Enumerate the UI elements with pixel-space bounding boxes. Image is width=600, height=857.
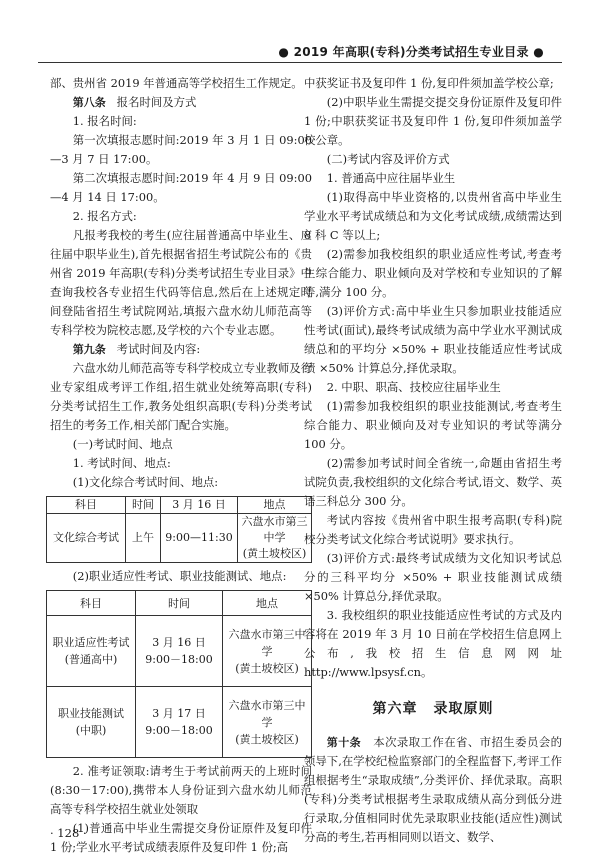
paragraph: (2)需参加考试时间全省统一,命题由省招生考试院负责,我校组织的文化综合考试,语文、数学、英语三科总分 300 分。 [304,456,562,508]
table-cell [238,514,312,563]
paragraph: 中获奖证书及复印件 1 份,复印件须加盖学校公章; [304,76,554,90]
place-line: (黄土坡校区) [235,661,299,675]
table-cell [223,687,312,758]
table-header-cell: 时间 [126,497,161,514]
paragraph: 1. 报名时间: [72,114,137,128]
vocational-exam-table [46,590,312,758]
article-label: 第十条 [326,736,362,749]
paragraph: 考试内容按《贵州省中职生报考高职(专科)院校分类考试文化综合考试说明》要求执行。 [304,513,562,546]
table-row [47,514,312,563]
date-line: 3 月 17 日 [152,707,206,720]
article-title: 考试时间及内容: [116,342,201,356]
paragraph: (2)职业适应性考试、职业技能测试、地点: [72,569,287,583]
paragraph: 1. 普通高中应往届毕业生 [326,171,456,185]
article-10-paragraph [304,733,562,847]
paragraph: 2. 准考证领取:请考生于考试前两天的上班时间(8:30－17:00),携带本人身份证到六盘水幼儿师范高等专科学校招生就业处领取 [50,764,312,816]
table-cell [47,616,136,687]
subject-line: 职业技能测试 [58,707,124,720]
table-header-cell: 时间 [136,591,223,616]
paragraph: (1)需参加我校组织的职业技能测试,考查考生综合能力、职业倾向及对专业知识的考试等满分 100 分。 [304,399,562,451]
table-header-row [47,497,312,514]
chapter-name: 录取原则 [433,701,494,717]
table-header-row [47,591,312,616]
place-line: 六盘水市第三中学 [228,698,306,729]
page-header [0,0,600,62]
table-cell [136,616,223,687]
paragraph: 部、贵州省 2019 年普通高等学校招生工作规定。 [50,76,303,90]
paragraph: (1)文化综合考试时间、地点: [72,475,219,489]
table-header-cell: 3 月 16 日 [161,497,238,514]
paragraph: (1)普通高中毕业生需提交身份证原件及复印件 1 份;学业水平考试成绩表原件及复印件 1 份;高 [50,821,312,854]
paragraph: (2)需参加我校组织的职业适应性考试,考查考生综合能力、职业倾向及对学校和专业知识的了解等,满分 100 分。 [304,247,562,299]
table-header-cell: 地点 [238,497,312,514]
table-cell: 文化综合考试 [47,514,126,563]
paragraph: (3)评价方式:高中毕业生只参加职业技能适应性考试(面试),最终考试成绩为高中学业水平测试成绩总和的平均分 ×50% + 职业技能适应性考试成绩 ×50% 计算总分,择优录取。 [304,304,562,375]
table-row [47,616,312,687]
header-rule [38,62,562,63]
paragraph: (一)考试时间、地点 [72,437,173,451]
article-label: 第八条 [72,96,106,109]
place-line: 六盘水市第三中学 [241,515,308,544]
table-cell [136,687,223,758]
article-9-heading [50,340,312,359]
page-number: · 128 · [50,826,87,840]
left-column [50,74,312,857]
paragraph: (二)考试内容及评价方式 [326,152,450,166]
culture-exam-table [46,496,312,563]
table-header-cell: 科目 [47,497,126,514]
article-8-heading [50,93,312,112]
paragraph: 第二次填报志愿时间:2019 年 4 月 9 日 09:00—4 月 14 日 17:00。 [50,171,312,204]
paragraph: (1)取得高中毕业资格的,以贵州省高中毕业生学业水平考试成绩总和为文化考试成绩,成绩需达到 8 科 C 等以上; [304,190,562,242]
paragraph: 第一次填报志愿时间:2019 年 3 月 1 日 09:00—3 月 7 日 17:00。 [50,133,312,166]
paragraph: 2. 中职、职高、技校应往届毕业生 [326,380,501,394]
table-cell: 9:00—11:30 [161,514,238,563]
running-title: ● 2019 年高职(专科)分类考试招生专业目录 ● [278,45,544,59]
paragraph: 1. 考试时间、地点: [72,456,171,470]
time-line: 9:00－18:00 [145,653,213,666]
chapter-heading [304,700,562,719]
table-row [47,687,312,758]
article-title: 报名时间及方式 [116,95,197,109]
article-label: 第九条 [72,343,106,356]
table-cell [223,616,312,687]
paragraph: 六盘水幼儿师范高等专科学校成立专业教师及行业专家组成考评工作组,招生就业处统筹高职(专科)分类考试招生工作,教务处组织高职(专科)分类考试招生的考务工作,相关部门配合实施。 [50,361,313,432]
table-cell: 上午 [126,514,161,563]
paragraph: (2)中职毕业生需提交提交身份证原件及复印件 1 份;中职获奖证书及复印件 1 份,复印件须加盖学校公章。 [304,95,562,147]
paragraph: 3. 我校组织的职业技能适应性考试的方式及内容将在 2019 年 3 月 10 日前在学校招生信息网上公布,我校招生信息网网址 http://www.lpsysf.cn。 [304,608,562,679]
place-line: (黄土坡校区) [242,547,307,560]
place-line: (黄土坡校区) [235,732,299,746]
table-cell [47,687,136,758]
date-line: 3 月 16 日 [152,636,206,649]
paragraph: 凡报考我校的考生(应往届普通高中毕业生、应往届中职毕业生),首先根据省招生考试院公布的《贵州省 2019 年高职(专科)分类考试招生专业目录》中查询我校各专业招生代码等信息,然后在上述规定时间登陆省招生考试院网站,填报六盘水幼儿师范高等专科学校为院校志愿,及学校的六个专业志愿。 [50,228,312,337]
paragraph: (3)评价方式:最终考试成绩为文化知识考试总分的三科平均分 ×50% + 职业技能测试成绩 ×50% 计算总分,择优录取。 [304,551,562,603]
chapter-number: 第六章 [372,701,418,717]
place-line: 六盘水市第三中学 [228,627,306,658]
right-column [304,74,562,847]
article-text: 本次录取工作在省、市招生委员会的领导下,在学校纪检监察部门的全程监督下,考评工作组根据考生“录取成绩”,分类评价、择优录取。高职(专科)分类考试根据考生录取成绩从高分到低分进行录取,分值相同时优先录取职业技能(适应性)测试分高的考生,若再相同则以语文、数学、 [304,735,562,844]
subject-line: (普通高中) [64,653,118,666]
time-line: 9:00－18:00 [145,724,213,737]
subject-line: 职业适应性考试 [52,636,130,649]
table-header-cell: 地点 [223,591,312,616]
table-header-cell: 科目 [47,591,136,616]
subject-line: (中职) [75,724,107,737]
paragraph: 2. 报名方式: [72,209,137,223]
